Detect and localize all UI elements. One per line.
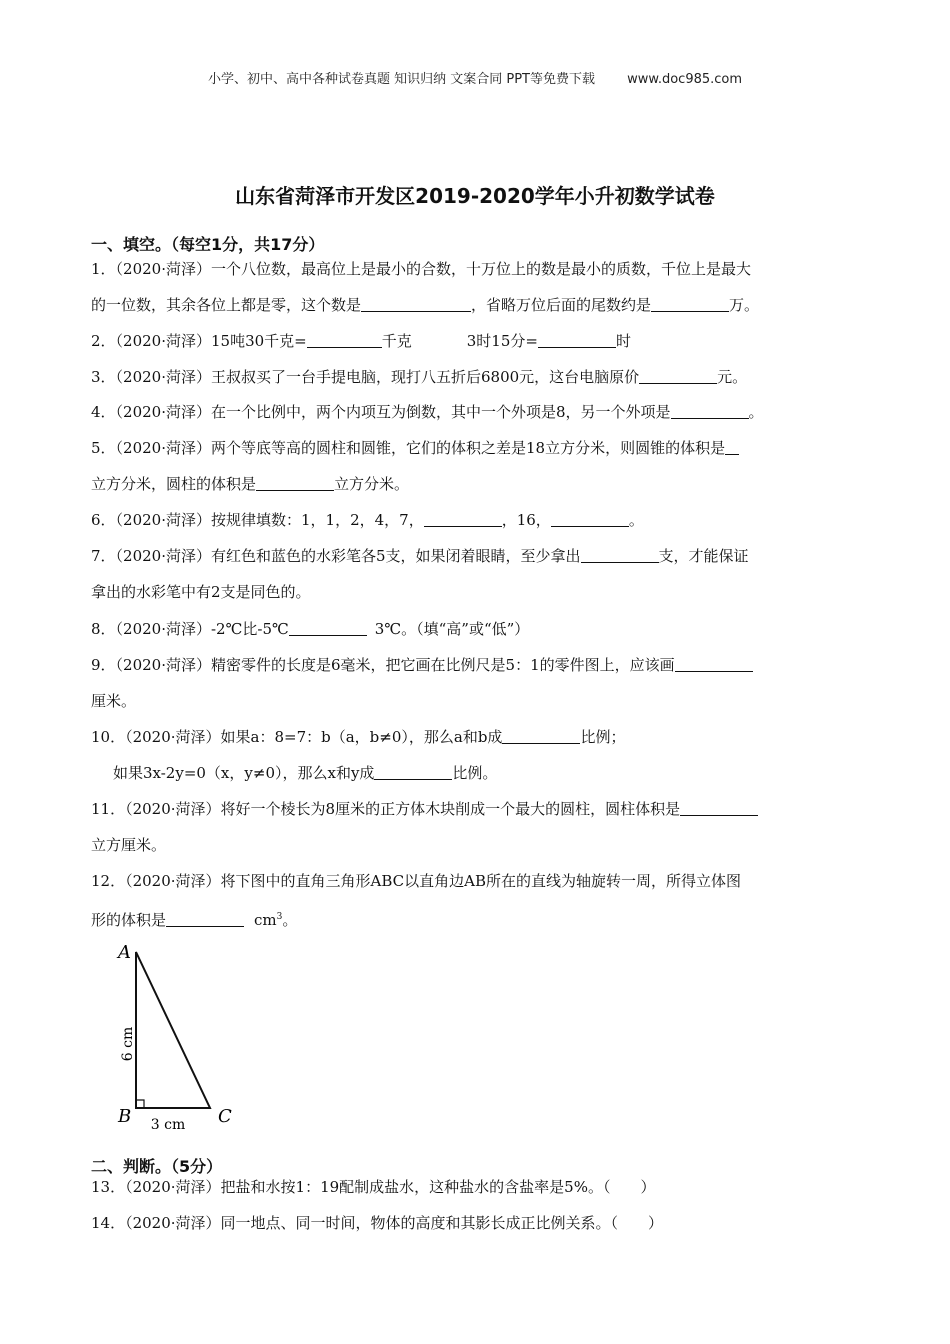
section-fill-blank-heading: 一、填空。（每空1分，共17分）	[91, 235, 325, 254]
q12-text-b: 形的体积是	[91, 911, 167, 929]
vertex-b-label: B	[118, 1106, 132, 1127]
q9-text-a: 9．（2020·菏泽）精密零件的长度是6毫米，把它画在比例尺是5：1的零件图上，应该画	[91, 656, 675, 674]
q10-text-a: 10．（2020·菏泽）如果a：8=7：b（a，b≠0），那么a和b成	[91, 728, 503, 746]
q9-blank[interactable]	[675, 653, 753, 672]
q12-text-e: 。	[282, 911, 298, 929]
q4-blank[interactable]	[671, 400, 749, 419]
q3-text-b: 元。	[717, 368, 748, 386]
q10-blank-1[interactable]	[502, 725, 580, 744]
question-14	[91, 1205, 861, 1241]
vertex-c-label: C	[218, 1106, 232, 1127]
q9-text-b: 厘米。	[91, 692, 137, 710]
q2-text-d: 时	[615, 332, 631, 350]
section-judge-heading: 二、判断。（5分）	[91, 1157, 223, 1176]
q6-text-b: ，16，	[501, 511, 551, 529]
q3-blank[interactable]	[639, 365, 717, 384]
right-angle-mark	[136, 1100, 144, 1108]
q11-text-a: 11．（2020·菏泽）将好一个棱长为8厘米的正方体木块削成一个最大的圆柱，圆柱体积是	[91, 800, 681, 818]
vertex-a-label: A	[118, 942, 131, 963]
q8-text-a: 8．（2020·菏泽）-2℃比-5℃	[91, 620, 289, 638]
q5-text-b: 立方分米，圆柱的体积是	[91, 475, 257, 493]
q6-text-c: 。	[628, 511, 644, 529]
question-3	[91, 359, 861, 395]
q1-text-b: ，省略万位后面的尾数约是	[471, 296, 652, 314]
question-11	[91, 791, 861, 863]
q4-text-b: 。	[748, 403, 764, 421]
header-text: 小学、初中、高中各种试卷真题 知识归纳 文案合同 PPT等免费下载	[207, 72, 595, 87]
q2-blank-2[interactable]	[538, 329, 616, 348]
q2-blank-1[interactable]	[307, 329, 382, 348]
q10-text-c: 如果3x-2y=0（x，y≠0），那么x和y成	[113, 764, 375, 782]
q1-text-c: 万。	[729, 296, 760, 314]
q7-text-c: 拿出的水彩笔中有2支是同色的。	[91, 583, 311, 601]
question-1	[91, 251, 861, 323]
q11-text-b: 立方厘米。	[91, 836, 167, 854]
q5-blank-1[interactable]	[725, 436, 739, 455]
q6-blank-1[interactable]	[424, 508, 502, 527]
q5-text-a: 5．（2020·菏泽）两个等底等高的圆柱和圆锥，它们的体积之差是18立方分米，则圆锥的体积是	[91, 439, 726, 457]
q2-text-b: 千克	[381, 332, 412, 350]
q4-text-a: 4．（2020·菏泽）在一个比例中，两个内项互为倒数，其中一个外项是8，另一个外项是	[91, 403, 671, 421]
q3-text-a: 3．（2020·菏泽）王叔叔买了一台手提电脑，现打八五折后6800元，这台电脑原价	[91, 368, 640, 386]
side-bc-label: 3 cm	[150, 1117, 186, 1133]
question-12	[91, 863, 861, 938]
q2-text-a: 2．（2020·菏泽）15吨30千克=	[91, 332, 307, 350]
q8-text-b: 3℃。（填“高”或“低”）	[374, 620, 530, 638]
question-5	[91, 430, 861, 502]
question-6	[91, 502, 861, 538]
q10-blank-2[interactable]	[374, 761, 452, 780]
question-9	[91, 647, 861, 719]
q8-blank[interactable]	[289, 617, 367, 636]
q1-blank-2[interactable]	[651, 293, 729, 312]
q5-blank-2[interactable]	[256, 472, 334, 491]
page-title: 山东省菏泽市开发区2019-2020学年小升初数学试卷	[235, 184, 715, 208]
q6-blank-2[interactable]	[551, 508, 629, 527]
question-13	[91, 1169, 861, 1205]
q1-blank-1[interactable]	[361, 293, 471, 312]
q10-text-d: 比例。	[452, 764, 498, 782]
q12-unit-exponent: 3	[276, 912, 283, 922]
q1-text-a: 的一位数，其余各位上都是零，这个数是	[91, 296, 362, 314]
q10-text-b: 比例；	[580, 728, 626, 746]
q12-unit: cm	[254, 911, 277, 929]
q12-blank[interactable]	[166, 908, 244, 927]
q7-text-a: 7．（2020·菏泽）有红色和蓝色的水彩笔各5支，如果闭着眼睛，至少拿出	[91, 547, 581, 565]
q1-line1: 1．（2020·菏泽）一个八位数，最高位上是最小的合数，十万位上的数是最小的质数，千位上是最大	[91, 260, 751, 278]
q2-text-c: 3时15分=	[466, 332, 538, 350]
q11-blank[interactable]	[680, 797, 758, 816]
triangle-abc	[136, 952, 210, 1108]
question-8	[91, 611, 861, 647]
q7-blank[interactable]	[581, 544, 659, 563]
q6-text-a: 6．（2020·菏泽）按规律填数：1，1，2，4，7，	[91, 511, 424, 529]
question-7	[91, 538, 861, 610]
q7-text-b: 支，才能保证	[658, 547, 749, 565]
question-2	[91, 323, 861, 359]
header-site: www.doc985.com	[627, 72, 743, 87]
question-10	[91, 719, 861, 791]
right-triangle-figure	[110, 940, 250, 1140]
q14-text: 14．（2020·菏泽）同一地点、同一时间，物体的高度和其影长成正比例关系。（ ）	[91, 1214, 664, 1232]
question-4	[91, 394, 861, 430]
q13-text: 13．（2020·菏泽）把盐和水按1：19配制成盐水，这种盐水的含盐率是5%。（ ）	[91, 1178, 656, 1196]
q5-text-c: 立方分米。	[334, 475, 410, 493]
side-ab-label: 6 cm	[120, 1026, 136, 1062]
page-header	[0, 68, 950, 87]
q12-text-a: 12．（2020·菏泽）将下图中的直角三角形ABC以直角边AB所在的直线为轴旋转一周，所得立体图	[91, 872, 741, 890]
